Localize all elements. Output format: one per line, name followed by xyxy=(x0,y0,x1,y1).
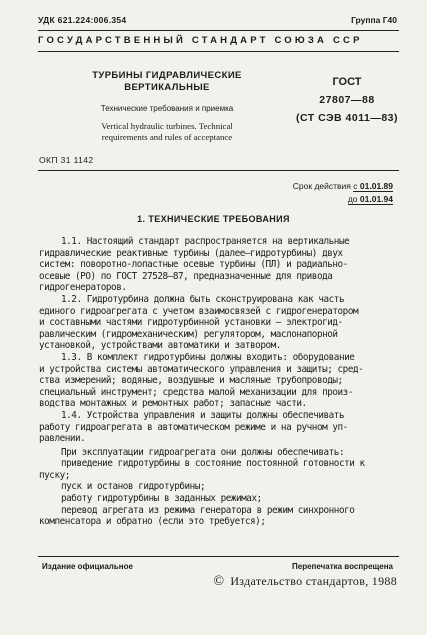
body-line: систем: поворотно-лопастные осевые турбины (ПЛ) и радиально- xyxy=(39,259,348,271)
udk-code: УДК 621.224:006.354 xyxy=(38,15,127,25)
okp-code: ОКП 31 1142 xyxy=(39,155,94,165)
section-heading: 1. ТЕХНИЧЕСКИЕ ТРЕБОВАНИЯ xyxy=(137,214,290,224)
document-subtitle: Технические требования и приемка xyxy=(100,104,234,113)
validity-from-prefix: с xyxy=(353,181,358,191)
group-code: Группа Г40 xyxy=(351,15,397,25)
body-line: пуску; xyxy=(39,469,70,481)
body-line: пуск и останов гидротурбины; xyxy=(61,481,206,493)
validity-from xyxy=(353,181,393,192)
english-title-line1: Vertical hydraulic turbines. Technical xyxy=(101,121,233,131)
body-line: ства измерений; водяные, воздушные и масляные трубопроводы; xyxy=(39,375,343,387)
validity-to-prefix: до xyxy=(347,194,358,204)
gost-label: ГОСТ xyxy=(332,76,362,88)
body-line: установкой, устройствами автоматики и затвором. xyxy=(39,340,281,352)
body-line: компенсатора и обратно (если это требуется); xyxy=(39,516,266,528)
body-line: гидрогенераторов. xyxy=(39,282,127,294)
english-title xyxy=(72,121,262,143)
document-title-line2: ВЕРТИКАЛЬНЫЕ xyxy=(124,82,210,93)
body-line: 1.4. Устройства управления и защиты должны обеспечивать xyxy=(61,409,345,421)
top-rule-2 xyxy=(38,51,399,52)
edition-note: Издание официальное xyxy=(42,562,133,571)
validity-period xyxy=(293,180,393,206)
validity-from-date: 01.01.89 xyxy=(359,181,393,191)
body-line: приведение гидротурбины в состояние постоянной готовности к xyxy=(61,458,365,470)
gost-equivalent: (СТ СЭВ 4011—83) xyxy=(295,112,399,124)
title-block xyxy=(72,70,262,143)
reprint-note: Перепечатка воспрещена xyxy=(292,562,393,571)
validity-from-row xyxy=(293,180,393,193)
gost-number: 27807—88 xyxy=(319,94,375,106)
copyright-icon: © xyxy=(213,574,225,589)
body-line: 1.2. Гидротурбина должна быть сконструирована как часть xyxy=(61,293,345,305)
state-standard-banner: ГОСУДАРСТВЕННЫЙ СТАНДАРТ СОЮЗА ССР xyxy=(38,35,363,46)
top-rule xyxy=(38,30,399,31)
publisher-line xyxy=(213,574,397,590)
body-line: перевод агрегата из режима генератора в режим синхронного xyxy=(61,504,355,516)
validity-label: Срок действия xyxy=(292,181,351,191)
body-line: специальный инструмент; средства малой механизации для произ- xyxy=(39,386,353,398)
body-line: работу гидроагрегата в автоматическом режиме и на ручном уп- xyxy=(39,421,348,433)
body-text xyxy=(39,236,399,528)
validity-to-date: 01.01.94 xyxy=(359,194,393,204)
body-line: водства монтажных и ремонтных работ; запасные части. xyxy=(39,398,307,410)
body-line: и составными частями гидротурбинной установки — электрогид- xyxy=(39,317,343,329)
body-line: работу гидротурбины в заданных режимах; xyxy=(61,493,262,505)
validity-to-row xyxy=(293,193,393,206)
body-line: равлении. xyxy=(39,433,86,445)
body-line: При эксплуатации гидроагрегата они должны обеспечивать: xyxy=(61,446,345,458)
document-title-line1: ТУРБИНЫ ГИДРАВЛИЧЕСКИЕ xyxy=(92,70,242,81)
body-line: равлическим (гидромеханическим) регулятором, маслонапорной xyxy=(39,328,338,340)
validity-to xyxy=(348,194,393,205)
middle-rule xyxy=(38,170,399,171)
gost-block xyxy=(292,75,402,126)
body-line: 1.3. В комплект гидротурбины должны входить: оборудование xyxy=(61,351,355,363)
body-line: единого гидроагрегата с учетом взаимосвязей с гидрогенератором xyxy=(39,305,359,317)
body-line: осевые (РО) по ГОСТ 27528—87, предназначенные для привода xyxy=(39,270,333,282)
body-line: 1.1. Настоящий стандарт распространяется на вертикальные xyxy=(61,236,350,247)
bottom-rule xyxy=(38,556,399,557)
body-line: и устройства системы автоматического управления и защиты; сред- xyxy=(39,363,364,375)
body-line: гидравлические реактивные турбины (далее—гидротурбины) двух xyxy=(39,247,343,259)
publisher-name: Издательство стандартов, 1988 xyxy=(230,574,397,588)
english-title-line2: requirements and rules of acceptance xyxy=(101,132,233,142)
